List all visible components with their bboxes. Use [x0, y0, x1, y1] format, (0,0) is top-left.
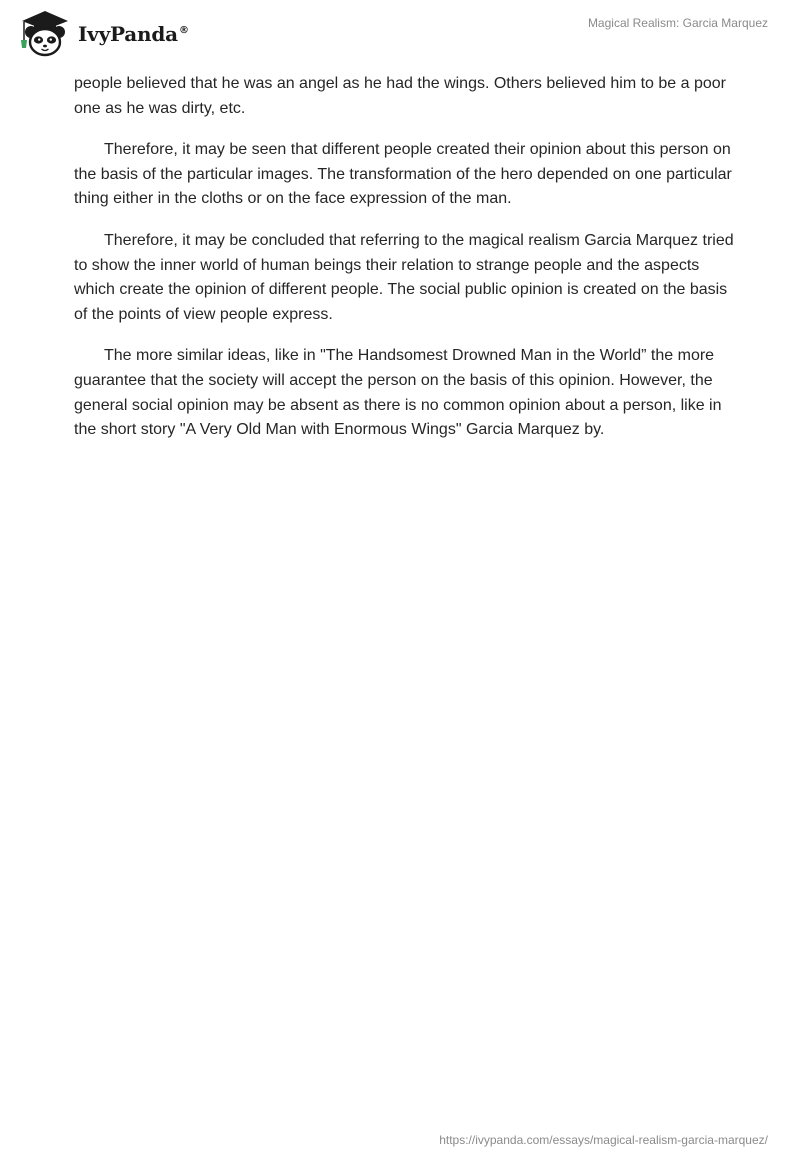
- paragraph-2: Therefore, it may be seen that different people created their opinion about this person on the basis of the particular images. The transformation of the hero depended on one particular thing either in the cloths or on the face expression of the man.: [74, 141, 732, 208]
- essay-body: [74, 72, 734, 460]
- logo-wordmark: [78, 22, 189, 46]
- paragraph-1: people believed that he was an angel as he had the wings. Others believed him to be a poor one as he was dirty, etc.: [74, 75, 726, 117]
- ivypanda-logo[interactable]: [14, 8, 189, 58]
- registered-mark: ®: [178, 25, 189, 37]
- panda-graduation-cap-icon: [14, 8, 76, 58]
- running-title: Magical Realism: Garcia Marquez: [587, 16, 768, 30]
- paragraph-4: The more similar ideas, like in "The Handsomest Drowned Man in the World” the more guarantee that the society will accept the person on the basis of this opinion. However, the general social opinion may be absent as there is no common opinion about a person, like in the short story "A Very Old Man with Enormous Wings" Garcia Marquez by.: [74, 347, 722, 439]
- source-url-link[interactable]: https://ivypanda.com/essays/magical-realism-garcia-marquez/: [439, 1133, 768, 1147]
- page-header: [0, 0, 800, 70]
- logo-text: IvyPanda: [78, 22, 178, 46]
- paragraph-3: Therefore, it may be concluded that referring to the magical realism Garcia Marquez tried to show the inner world of human beings their relation to strange people and the aspects which create the opinion of different people. The social public opinion is created on the basis of the points of view people express.: [74, 231, 734, 323]
